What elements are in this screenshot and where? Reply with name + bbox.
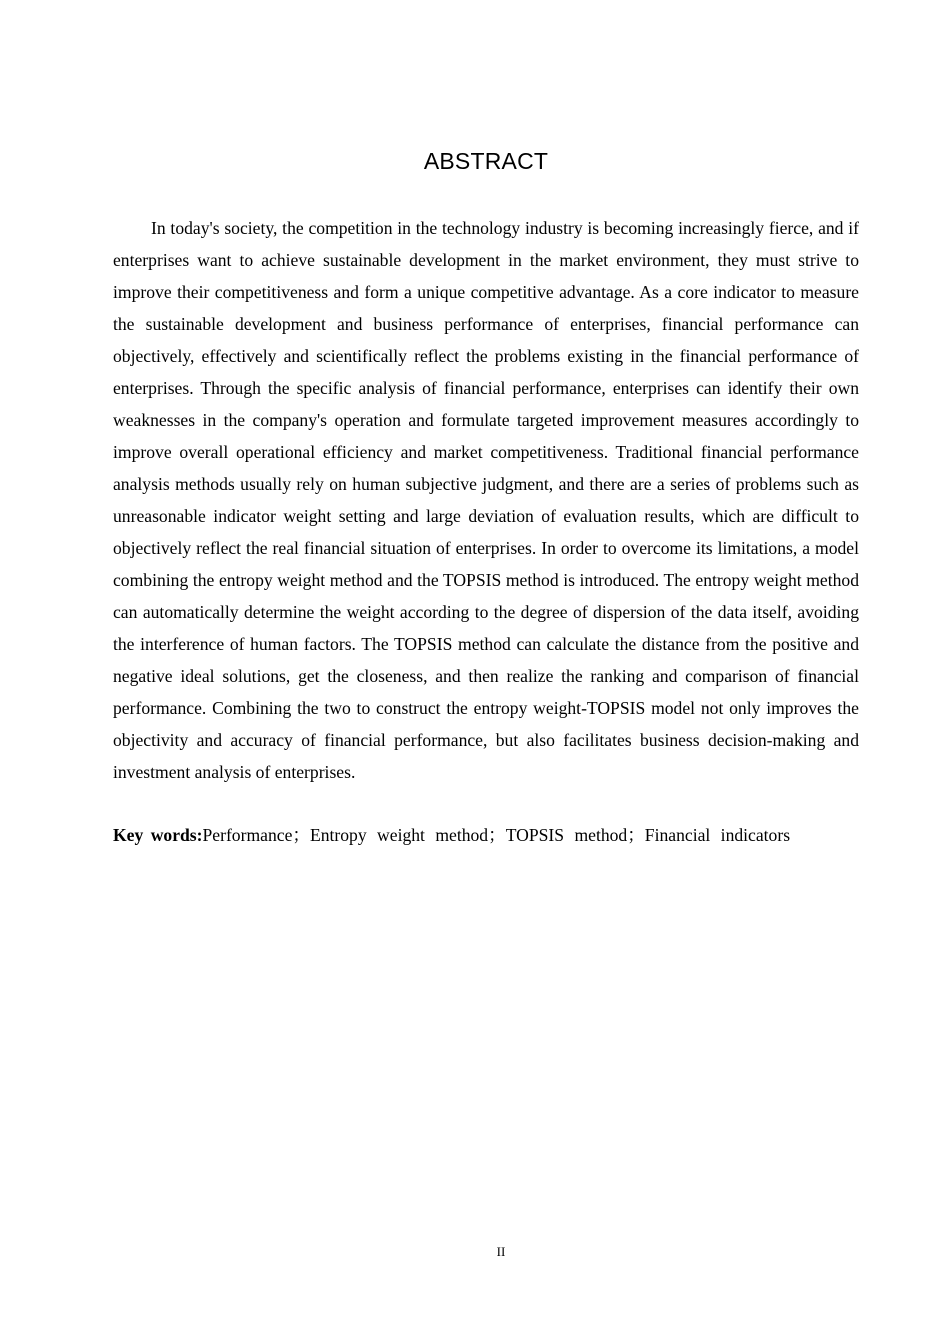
keywords-label: Key words:	[113, 825, 203, 845]
abstract-paragraph: In today's society, the competition in the technology industry is becoming increasingly fierce, and if enterprises want to achieve sustainable development in the market environment, they must strive to improve their competitiveness and form a unique competitive advantage. As a core indicator to measure the sustainable development and business performance of enterprises, financial performance can objectively, effectively and scientifically reflect the problems existing in the financial performance of enterprises. Through the specific analysis of financial performance, enterprises can identify their own weaknesses in the company's operation and formulate targeted improvement measures accordingly to improve overall operational efficiency and market competitiveness. Traditional financial performance analysis methods usually rely on human subjective judgment, and there are a series of problems such as unreasonable indicator weight setting and large deviation of evaluation results, which are difficult to objectively reflect the real financial situation of enterprises. In order to overcome its limitations, a model combining the entropy weight method and the TOPSIS method is introduced. The entropy weight method can automatically determine the weight according to the degree of dispersion of the data itself, avoiding the interference of human factors. The TOPSIS method can calculate the distance from the positive and negative ideal solutions, get the closeness, and then realize the ranking and comparison of financial performance. Combining the two to construct the entropy weight-TOPSIS model not only improves the objectivity and accuracy of financial performance, but also facilitates business decision-making and investment analysis of enterprises.	[113, 218, 859, 782]
page-number: II	[496, 1244, 506, 1259]
abstract-title: ABSTRACT	[423, 148, 549, 174]
keywords-line	[113, 819, 859, 851]
keywords-list: Performance；Entropy weight method；TOPSIS method；Financial indicators	[202, 825, 791, 845]
